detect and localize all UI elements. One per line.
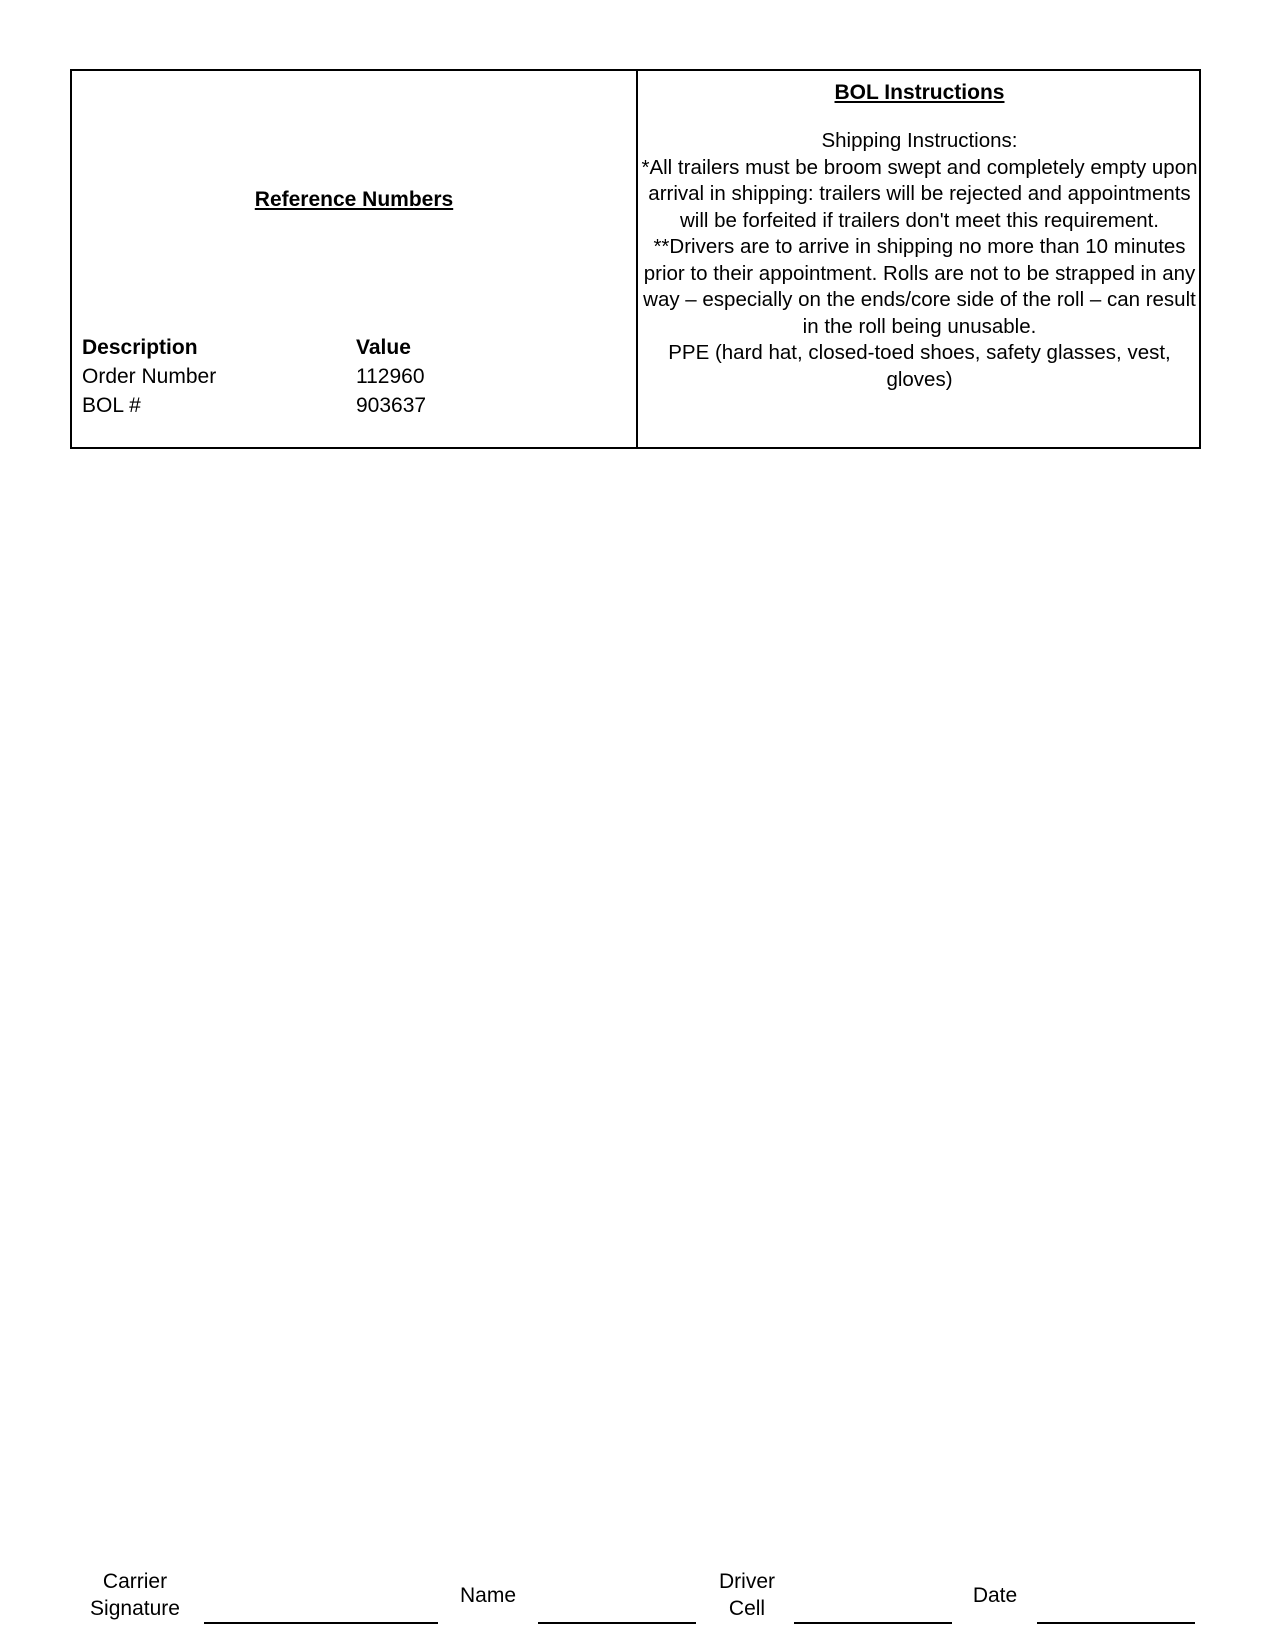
name-line[interactable] — [538, 1622, 696, 1624]
carrier-signature-label — [80, 1568, 190, 1622]
carrier-label-line1: Carrier — [102, 1570, 168, 1593]
reference-numbers-title-text: Reference Numbers — [254, 188, 454, 211]
shipping-instructions-heading: Shipping Instructions: — [821, 129, 1018, 152]
reference-value: 112960 — [356, 365, 425, 388]
carrier-signature-line[interactable] — [204, 1622, 438, 1624]
bol-instructions-title-text: BOL Instructions — [834, 81, 1005, 104]
bol-instructions-text — [638, 128, 1201, 393]
carrier-label-line2: Signature — [90, 1597, 180, 1620]
reference-numbers-title — [72, 188, 636, 212]
driver-label-line2: Cell — [728, 1597, 766, 1620]
reference-instructions-table — [70, 69, 1201, 449]
reference-description: Order Number — [82, 365, 217, 388]
bol-instructions-title — [638, 81, 1201, 105]
driver-instruction: **Drivers are to arrive in shipping no more than 10 minutes prior to their appointment. Rolls are not to be strapped in any way – especially on the ends/core side of the roll – can result in the roll being unusable. — [643, 235, 1196, 338]
description-header: Description — [82, 336, 198, 359]
trailer-instruction: *All trailers must be broom swept and completely empty upon arrival in shipping: trailers will be rejected and appointments will be forfeited if trailers don't meet this requirement. — [641, 155, 1198, 232]
driver-label-line1: Driver — [719, 1570, 775, 1593]
name-label-text: Name — [459, 1584, 517, 1607]
date-label-text: Date — [972, 1584, 1018, 1607]
date-label — [955, 1582, 1035, 1609]
reference-description: BOL # — [82, 394, 141, 417]
ppe-instruction: PPE (hard hat, closed-toed shoes, safety glasses, vest, gloves) — [668, 341, 1171, 391]
name-label — [448, 1582, 528, 1609]
driver-cell-line[interactable] — [794, 1622, 952, 1624]
date-line[interactable] — [1037, 1622, 1195, 1624]
reference-value: 903637 — [356, 394, 427, 417]
value-header: Value — [356, 336, 411, 359]
driver-cell-label — [702, 1568, 792, 1622]
